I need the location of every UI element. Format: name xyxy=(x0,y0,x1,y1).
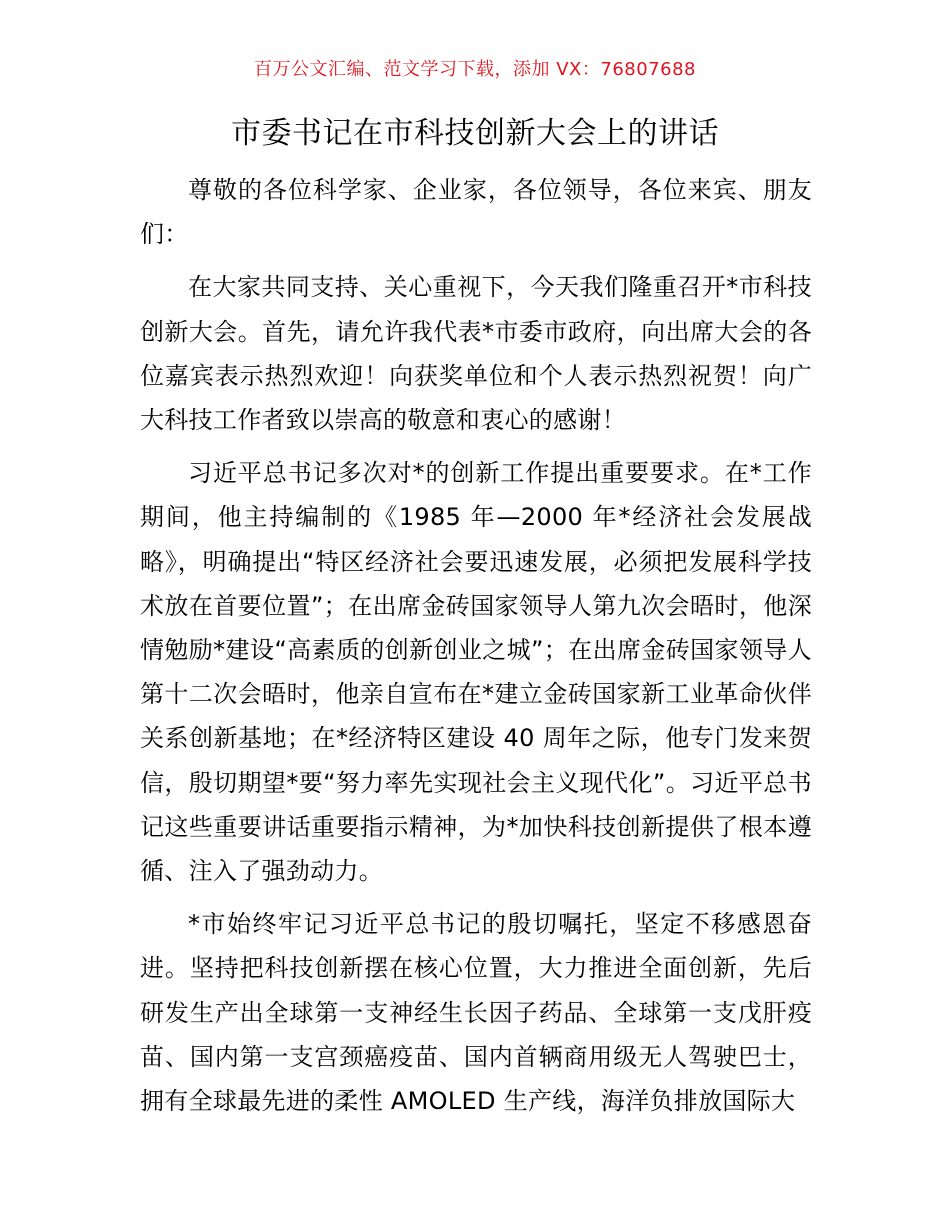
document-body xyxy=(140,168,812,1132)
body-paragraph: 在大家共同支持、关心重视下，今天我们隆重召开*市科技创新大会。首先，请允许我代表*市委市政府，向出席大会的各位嘉宾表示热烈欢迎！向获奖单位和个人表示热烈祝贺！向广大科技工作者致以崇高的敬意和衷心的感谢！ xyxy=(140,273,812,435)
body-paragraph: 习近平总书记多次对*的创新工作提出重要要求。在*工作期间，他主持编制的《1985 年—2000 年*经济社会发展战略》，明确提出“特区经济社会要迅速发展，必须把发展科学技术放在首要位置”；在出席金砖国家领导人第九次会晤时，他深情勉励*建设“高素质的创新创业之城”；在出席金砖国家领导人第十二次会晤时，他亲自宣布在*建立金砖国家新工业革命伙伴关系创新基地；在*经济特区建设 40 周年之际，他专门发来贺信，殷切期望*要“努力率先实现社会主义现代化”。习近平总书记这些重要讲话重要指示精神，为*加快科技创新提供了根本遵循、注入了强劲动力。 xyxy=(140,459,812,886)
salutation-paragraph: 尊敬的各位科学家、企业家，各位领导，各位来宾、朋友们： xyxy=(140,176,812,249)
watermark-banner: 百万公文汇编、范文学习下载，添加 VX：76807688 xyxy=(254,59,696,80)
body-paragraph: *市始终牢记习近平总书记的殷切嘱托，坚定不移感恩奋进。坚持把科技创新摆在核心位置，大力推进全面创新，先后研发生产出全球第一支神经生长因子药品、全球第一支戊肝疫苗、国内第一支宫颈癌疫苗、国内首辆商用级无人驾驶巴士，拥有全球最先进的柔性 AMOLED 生产线，海洋负排放国际大 xyxy=(140,910,812,1116)
document-title: 市委书记在市科技创新大会上的讲话 xyxy=(231,116,719,151)
